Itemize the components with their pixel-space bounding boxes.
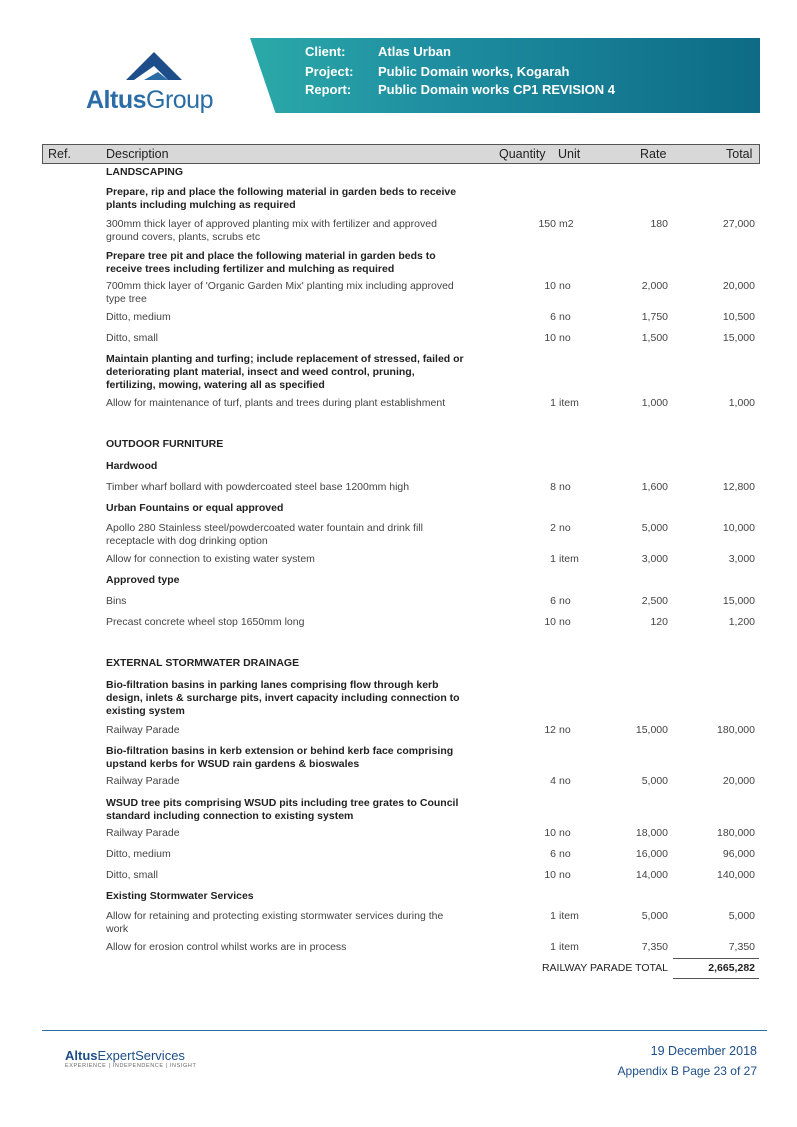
line-item-quantity: 1 — [550, 397, 556, 409]
section-heading: OUTDOOR FURNITURE — [106, 438, 224, 450]
line-item-description: Allow for retaining and protecting existing stormwater services during the work — [106, 910, 444, 935]
line-item-unit: no — [559, 616, 571, 628]
line-item-quantity: 12 — [544, 724, 556, 736]
line-item-unit: no — [559, 724, 571, 736]
line-item-quantity: 6 — [550, 311, 556, 323]
line-item-total: 27,000 — [722, 218, 755, 230]
item-group-heading: Existing Stormwater Services — [106, 890, 254, 902]
line-item-rate: 2,500 — [641, 595, 668, 607]
line-item-description: 700mm thick layer of 'Organic Garden Mix' planting mix including approved type tree — [106, 280, 454, 305]
line-item-total: 140,000 — [717, 869, 755, 881]
line-item-description: Ditto, small — [106, 332, 158, 344]
line-item-unit: no — [559, 848, 571, 860]
line-item-total: 1,200 — [728, 616, 755, 628]
line-item-quantity: 8 — [550, 481, 556, 493]
line-item-unit: no — [559, 775, 571, 787]
line-item-total: 3,000 — [728, 553, 755, 565]
grand-total-value: 2,665,282 — [708, 962, 755, 974]
line-item-quantity: 10 — [544, 280, 556, 292]
line-item-description: Precast concrete wheel stop 1650mm long — [106, 616, 305, 628]
line-item-total: 1,000 — [728, 397, 755, 409]
line-item-quantity: 4 — [550, 775, 556, 787]
header-report: Report: Public Domain works CP1 REVISION 4 — [305, 82, 615, 97]
line-item-description: Allow for maintenance of turf, plants and trees during plant establishment — [106, 397, 446, 409]
line-item-description: Allow for connection to existing water system — [106, 553, 315, 565]
line-item-rate: 1,000 — [641, 397, 668, 409]
line-item-description: Ditto, small — [106, 869, 158, 881]
col-total: Total — [726, 147, 753, 161]
item-group-heading: Urban Fountains or equal approved — [106, 502, 284, 514]
col-ref: Ref. — [48, 147, 71, 161]
line-item-total: 15,000 — [722, 332, 755, 344]
item-group-heading: Bio-filtration basins in kerb extension or behind kerb face comprising upstand kerbs for WSUD rain gardens & bioswales — [106, 745, 454, 770]
total-rule-top — [673, 958, 759, 959]
line-item-unit: no — [559, 522, 571, 534]
line-item-unit: no — [559, 332, 571, 344]
line-item-quantity: 1 — [550, 553, 556, 565]
header-project: Project: Public Domain works, Kogarah — [305, 64, 570, 79]
line-item-quantity: 2 — [550, 522, 556, 534]
col-quantity: Quantity — [499, 147, 546, 161]
col-rate: Rate — [640, 147, 667, 161]
report-date: 19 December 2018 — [650, 1044, 757, 1058]
line-item-description: 300mm thick layer of approved planting mix with fertilizer and approved ground covers, plants, scrubs etc — [106, 218, 437, 243]
item-group-heading: Bio-filtration basins in parking lanes comprising flow through kerb design, inlets & surcharge pits, invert capacity including connection to existing system — [106, 679, 460, 717]
line-item-description: Allow for erosion control whilst works are in process — [106, 941, 347, 953]
item-group-heading: Hardwood — [106, 460, 158, 472]
line-item-description: Bins — [106, 595, 127, 607]
altus-expert-services-logo: AltusExpertServices — [65, 1048, 185, 1063]
line-item-unit: no — [559, 481, 571, 493]
line-item-total: 20,000 — [722, 775, 755, 787]
line-item-description: Ditto, medium — [106, 311, 171, 323]
line-item-quantity: 10 — [544, 616, 556, 628]
line-item-rate: 14,000 — [635, 869, 668, 881]
grand-total-label: RAILWAY PARADE TOTAL — [541, 962, 668, 974]
line-item-rate: 2,000 — [641, 280, 668, 292]
line-item-rate: 5,000 — [641, 910, 668, 922]
line-item-quantity: 6 — [550, 848, 556, 860]
line-item-total: 180,000 — [717, 724, 755, 736]
line-item-rate: 3,000 — [641, 553, 668, 565]
line-item-rate: 15,000 — [635, 724, 668, 736]
line-item-rate: 120 — [650, 616, 668, 628]
line-item-unit: item — [559, 397, 579, 409]
line-item-quantity: 150 — [538, 218, 556, 230]
line-item-unit: no — [559, 595, 571, 607]
line-item-unit: no — [559, 827, 571, 839]
line-item-total: 96,000 — [722, 848, 755, 860]
total-rule-bottom — [673, 978, 759, 979]
line-item-description: Apollo 280 Stainless steel/powdercoated water fountain and drink fill receptacle with dog drinking option — [106, 522, 423, 547]
line-item-unit: item — [559, 910, 579, 922]
line-item-total: 15,000 — [722, 595, 755, 607]
line-item-unit: no — [559, 869, 571, 881]
line-item-quantity: 1 — [550, 910, 556, 922]
line-item-rate: 1,600 — [641, 481, 668, 493]
line-item-quantity: 10 — [544, 827, 556, 839]
line-item-total: 5,000 — [728, 910, 755, 922]
line-item-quantity: 10 — [544, 869, 556, 881]
line-item-rate: 180 — [650, 218, 668, 230]
line-item-total: 10,000 — [722, 522, 755, 534]
line-item-rate: 16,000 — [635, 848, 668, 860]
line-item-quantity: 10 — [544, 332, 556, 344]
line-item-description: Railway Parade — [106, 775, 180, 787]
line-item-rate: 18,000 — [635, 827, 668, 839]
section-heading: LANDSCAPING — [106, 166, 184, 178]
line-item-total: 20,000 — [722, 280, 755, 292]
line-item-rate: 1,750 — [641, 311, 668, 323]
item-group-heading: Maintain planting and turfing; include replacement of stressed, failed or deteriorating plant material, insect and weed control, pruning, fertilizing, mowing, watering all as specified — [106, 353, 464, 391]
footer-divider — [42, 1030, 767, 1031]
logo-wordmark: AltusGroup — [86, 86, 213, 114]
line-item-rate: 5,000 — [641, 522, 668, 534]
line-item-total: 180,000 — [717, 827, 755, 839]
section-heading: EXTERNAL STORMWATER DRAINAGE — [106, 657, 300, 669]
line-item-total: 12,800 — [722, 481, 755, 493]
col-description: Description — [106, 147, 169, 161]
line-item-unit: no — [559, 311, 571, 323]
col-unit: Unit — [558, 147, 581, 161]
footer-tagline: EXPERIENCE | INDEPENDENCE | INSIGHT — [65, 1063, 197, 1069]
line-item-unit: no — [559, 280, 571, 292]
line-item-unit: item — [559, 553, 579, 565]
line-item-unit: item — [559, 941, 579, 953]
page-number: Appendix B Page 23 of 27 — [617, 1064, 757, 1078]
item-group-heading: Prepare, rip and place the following material in garden beds to receive plants including mulching as required — [106, 186, 457, 211]
line-item-description: Railway Parade — [106, 827, 180, 839]
item-group-heading: Approved type — [106, 574, 180, 586]
line-item-quantity: 1 — [550, 941, 556, 953]
line-item-description: Timber wharf bollard with powdercoated steel base 1200mm high — [106, 481, 410, 493]
header-client: Client: Atlas Urban — [305, 44, 451, 59]
line-item-total: 10,500 — [722, 311, 755, 323]
line-item-unit: m2 — [559, 218, 574, 230]
line-item-rate: 7,350 — [641, 941, 668, 953]
line-item-description: Railway Parade — [106, 724, 180, 736]
line-item-total: 7,350 — [728, 941, 755, 953]
line-item-rate: 1,500 — [641, 332, 668, 344]
line-item-quantity: 6 — [550, 595, 556, 607]
item-group-heading: WSUD tree pits comprising WSUD pits including tree grates to Council standard including connection to existing system — [106, 797, 459, 822]
item-group-heading: Prepare tree pit and place the following material in garden beds to receive trees including fertilizer and mulching as required — [106, 250, 436, 275]
line-item-rate: 5,000 — [641, 775, 668, 787]
line-item-description: Ditto, medium — [106, 848, 171, 860]
